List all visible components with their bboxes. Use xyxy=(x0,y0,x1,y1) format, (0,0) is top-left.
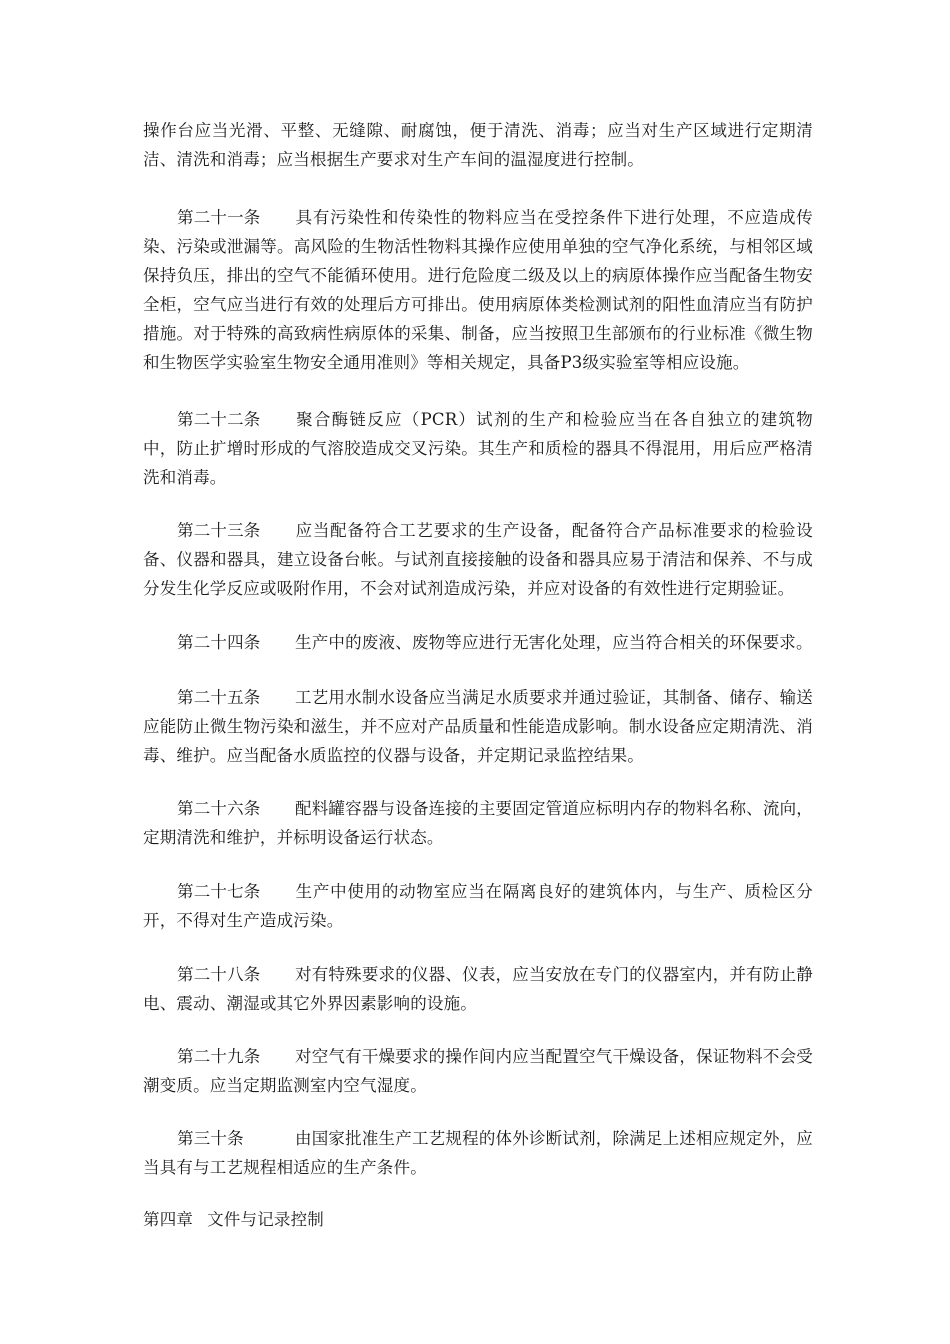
article-text: 对有特殊要求的仪器、仪表，应当安放在专门的仪器室内，并有防止静电、震动、潮湿或其它外界因素影响的设施。 xyxy=(143,965,813,1013)
article-number: 第二十二条 xyxy=(177,410,261,429)
chapter-heading xyxy=(143,1205,324,1234)
article-text: 应当配备符合工艺要求的生产设备，配备符合产品标准要求的检验设备、仪器和器具，建立设备台帐。与试剂直接接触的设备和器具应易于清洁和保养、不与成分发生化学反应或吸附作用，不会对试剂造成污染，并应对设备的有效性进行定期验证。 xyxy=(143,521,813,598)
article-28 xyxy=(143,960,813,1018)
article-29 xyxy=(143,1042,813,1100)
article-number: 第三十条 xyxy=(177,1129,244,1148)
article-21 xyxy=(143,203,813,377)
article-number: 第二十四条 xyxy=(177,633,261,652)
intro-paragraph: 操作台应当光滑、平整、无缝隙、耐腐蚀，便于清洗、消毒；应当对生产区域进行定期清洁、清洗和消毒；应当根据生产要求对生产车间的温湿度进行控制。 xyxy=(143,121,813,169)
article-23 xyxy=(143,516,813,603)
chapter-title: 文件与记录控制 xyxy=(207,1210,325,1229)
article-number: 第二十一条 xyxy=(177,208,261,227)
article-number: 第二十六条 xyxy=(177,799,261,818)
article-text: 聚合酶链反应（PCR）试剂的生产和检验应当在各自独立的建筑物中，防止扩增时形成的气溶胶造成交叉污染。其生产和质检的器具不得混用，用后应严格清洗和消毒。 xyxy=(143,410,813,487)
article-number: 第二十八条 xyxy=(177,965,261,984)
article-27 xyxy=(143,877,813,935)
article-22 xyxy=(143,405,813,492)
article-text: 工艺用水制水设备应当满足水质要求并通过验证，其制备、储存、输送应能防止微生物污染和滋生，并不应对产品质量和性能造成影响。制水设备应定期清洗、消毒、维护。应当配备水质监控的仪器与设备，并定期记录监控结果。 xyxy=(143,688,813,765)
article-text: 生产中使用的动物室应当在隔离良好的建筑体内，与生产、质检区分开，不得对生产造成污染。 xyxy=(143,882,813,930)
article-number: 第二十七条 xyxy=(177,882,261,901)
article-25 xyxy=(143,683,813,770)
article-text: 配料罐容器与设备连接的主要固定管道应标明内存的物料名称、流向，定期清洗和维护，并标明设备运行状态。 xyxy=(143,799,813,847)
article-30 xyxy=(143,1124,813,1182)
chapter-number: 第四章 xyxy=(143,1210,194,1229)
article-text: 具有污染性和传染性的物料应当在受控条件下进行处理，不应造成传染、污染或泄漏等。高风险的生物活性物料其操作应使用单独的空气净化系统，与相邻区域保持负压，排出的空气不能循环使用。进行危险度二级及以上的病原体操作应当配备生物安全柜，空气应当进行有效的处理后方可排出。使用病原体类检测试剂的阳性血清应当有防护措施。对于特殊的高致病性病原体的采集、制备，应当按照卫生部颁布的行业标准《微生物和生物医学实验室生物安全通用准则》等相关规定，具备P3级实验室等相应设施。 xyxy=(143,208,813,372)
article-number: 第二十三条 xyxy=(177,521,261,540)
article-text: 对空气有干燥要求的操作间内应当配置空气干燥设备，保证物料不会受潮变质。应当定期监测室内空气湿度。 xyxy=(143,1047,813,1095)
article-text: 生产中的废液、废物等应进行无害化处理，应当符合相关的环保要求。 xyxy=(295,633,813,652)
article-24 xyxy=(143,628,813,657)
article-number: 第二十五条 xyxy=(177,688,261,707)
article-26 xyxy=(143,794,813,852)
article-number: 第二十九条 xyxy=(177,1047,261,1066)
article-text: 由国家批准生产工艺规程的体外诊断试剂，除满足上述相应规定外，应当具有与工艺规程相适应的生产条件。 xyxy=(143,1129,813,1177)
